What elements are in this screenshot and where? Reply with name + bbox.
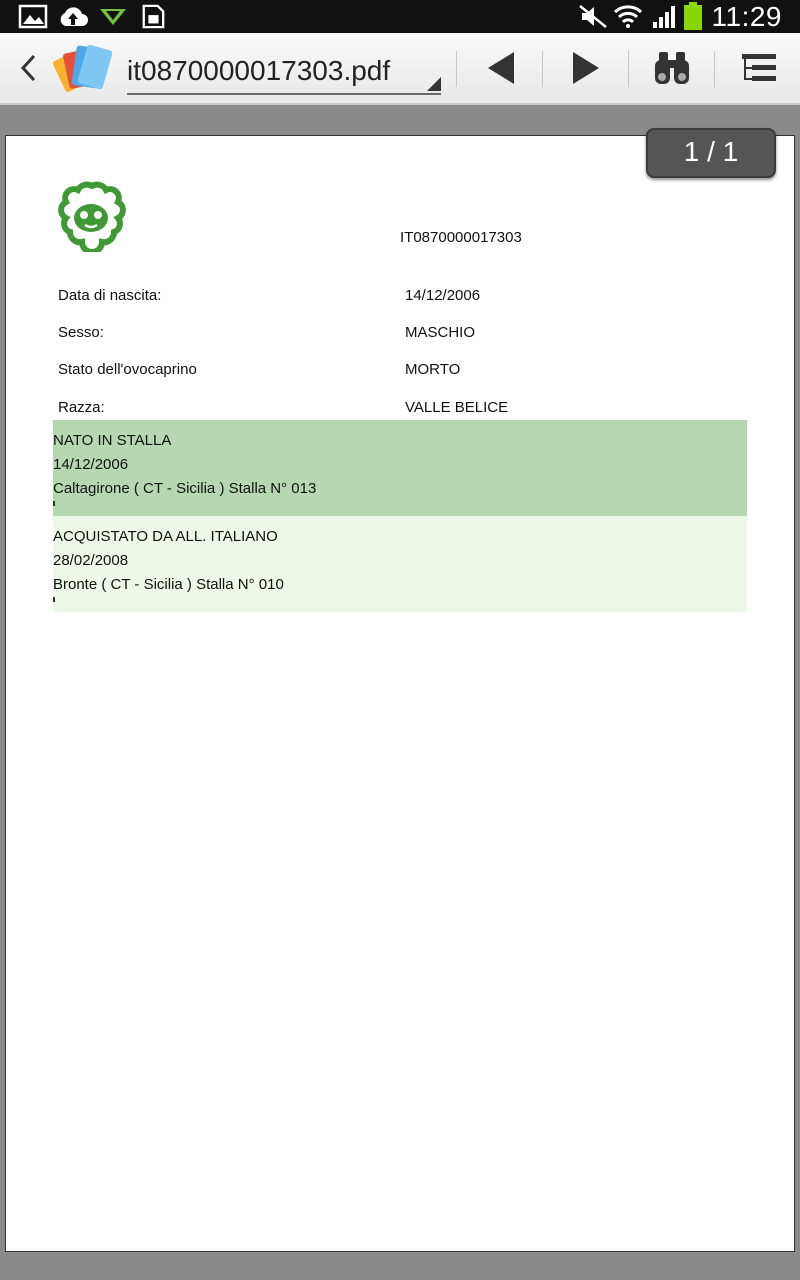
- field-value-breed: VALLE BELICE: [405, 399, 509, 416]
- file-name-dropdown[interactable]: [127, 51, 441, 95]
- pdf-toolbar: [0, 33, 800, 105]
- field-value-sex: MASCHIO: [405, 324, 476, 341]
- toolbar-divider: [456, 51, 457, 87]
- event-row: [53, 420, 747, 516]
- triangle-left-icon: [486, 50, 516, 86]
- field-value-birth-date: 14/12/2006: [405, 287, 481, 304]
- field-value-status: MORTO: [405, 361, 461, 378]
- outline-button[interactable]: [728, 33, 790, 103]
- event-separator-mark: [53, 501, 55, 506]
- status-time: 11:29: [711, 1, 782, 32]
- download-icon: [98, 4, 128, 29]
- triangle-right-icon: [571, 50, 601, 86]
- battery-icon: [683, 2, 703, 31]
- event-location: Caltagirone ( CT - Sicilia ) Stalla N° 013: [53, 480, 317, 497]
- toolbar-divider: [714, 51, 715, 87]
- event-separator-mark: [53, 597, 55, 602]
- search-button[interactable]: [641, 33, 703, 103]
- status-bar: [0, 0, 800, 33]
- next-page-button[interactable]: [555, 33, 617, 103]
- toolbar-divider: [628, 51, 629, 87]
- toolbar-divider: [542, 51, 543, 87]
- file-name: it0870000017303.pdf: [127, 55, 391, 86]
- chevron-left-icon: [18, 52, 38, 84]
- event-date: 28/02/2008: [53, 552, 129, 569]
- document-id: IT0870000017303: [400, 229, 522, 246]
- outline-menu-icon: [740, 51, 778, 85]
- app-logo: [50, 33, 116, 103]
- cloud-upload-icon: [57, 4, 89, 29]
- field-label-sex: Sesso:: [58, 324, 104, 341]
- event-location: Bronte ( CT - Sicilia ) Stalla N° 010: [53, 576, 284, 593]
- page-counter: 1 / 1: [646, 128, 776, 178]
- dropdown-arrow-icon: [427, 77, 441, 91]
- polaris-logo-icon: [52, 41, 114, 95]
- wifi-icon: [613, 4, 643, 29]
- back-button[interactable]: [10, 33, 46, 103]
- previous-page-button[interactable]: [470, 33, 532, 103]
- event-title: ACQUISTATO DA ALL. ITALIANO: [53, 528, 278, 545]
- event-date: 14/12/2006: [53, 456, 129, 473]
- field-label-breed: Razza:: [58, 399, 105, 416]
- field-label-status: Stato dell'ovocaprino: [58, 361, 197, 378]
- event-title: NATO IN STALLA: [53, 432, 172, 449]
- field-label-birth-date: Data di nascita:: [58, 287, 162, 304]
- mute-icon: [578, 4, 608, 29]
- sim-icon: [140, 4, 166, 29]
- sheep-logo-icon: [52, 180, 130, 252]
- binoculars-icon: [652, 50, 692, 86]
- event-row: [53, 516, 747, 612]
- signal-icon: [651, 4, 679, 29]
- gallery-icon: [18, 4, 48, 29]
